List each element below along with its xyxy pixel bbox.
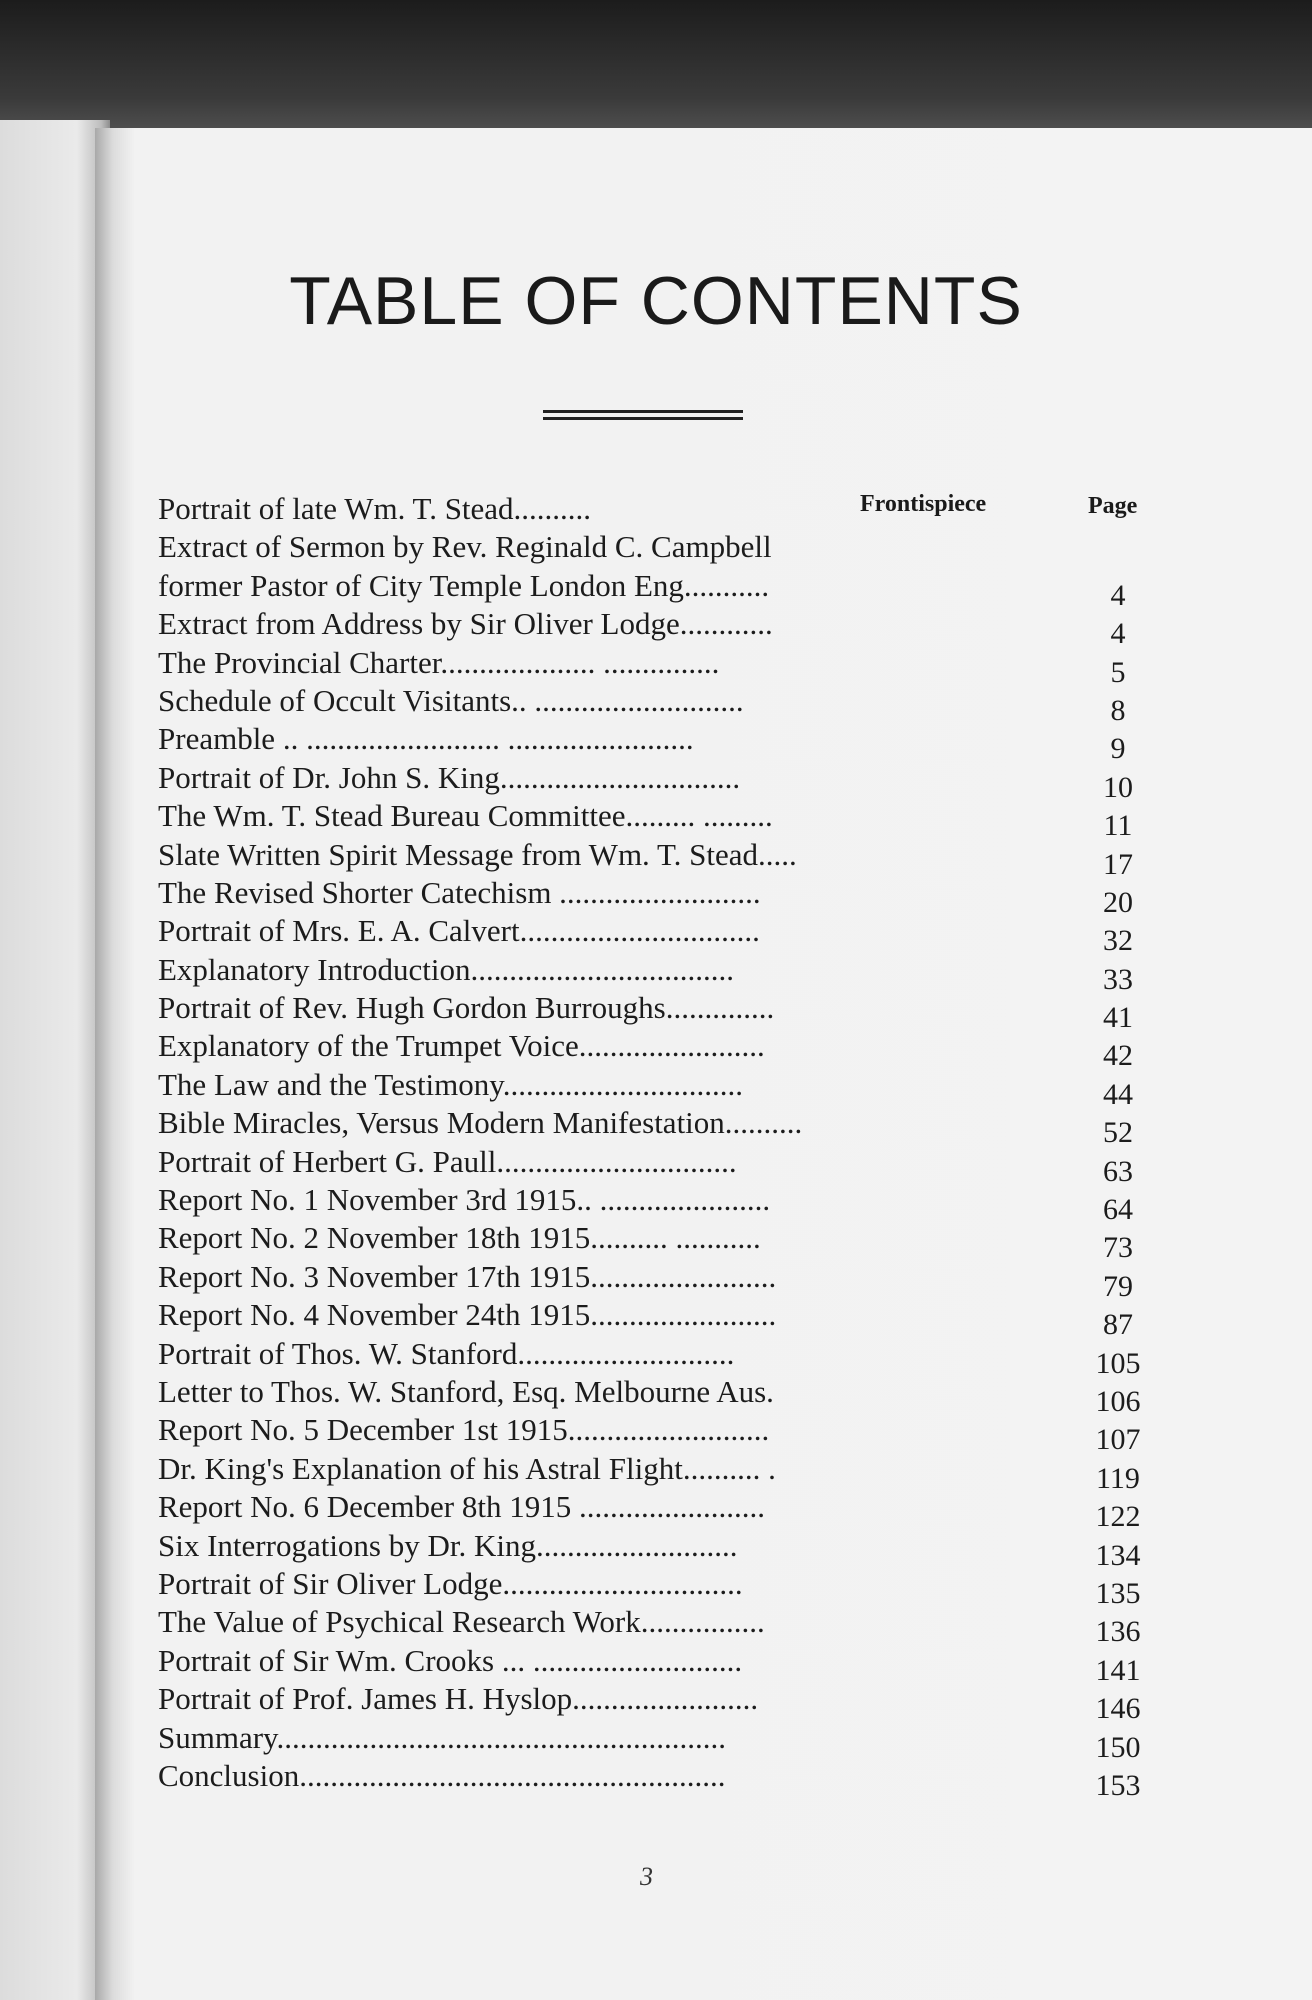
entry-page-number: 63 bbox=[1103, 1154, 1133, 1188]
entry-title: Preamble .. ......................... ........................ bbox=[158, 721, 694, 757]
entry-page-number: 5 bbox=[1110, 655, 1126, 689]
entry-page-number: 4 bbox=[1110, 617, 1126, 651]
entry-title: Portrait of Sir Oliver Lodge............................... bbox=[158, 1565, 743, 1601]
entry-title: former Pastor of City Temple London Eng........... bbox=[158, 567, 770, 603]
entry-page-number: 141 bbox=[1095, 1653, 1141, 1687]
entry-title: Extract of Sermon by Rev. Reginald C. Campbell bbox=[158, 529, 772, 565]
entry-page-number: 9 bbox=[1110, 732, 1126, 766]
entry-page-number: 136 bbox=[1095, 1615, 1141, 1649]
contents-entry bbox=[158, 682, 1158, 727]
contents-entry bbox=[158, 1488, 1158, 1534]
entry-page-number: 122 bbox=[1095, 1500, 1141, 1534]
page-number: 3 bbox=[640, 1862, 653, 1891]
entry-title: Explanatory of the Trumpet Voice........................ bbox=[158, 1028, 765, 1064]
contents-entry bbox=[158, 1680, 1158, 1726]
contents-entry bbox=[158, 1450, 1158, 1495]
entry-title: Schedule of Occult Visitants.. ........................... bbox=[158, 682, 744, 718]
contents-entry bbox=[158, 759, 1158, 804]
entry-title: Explanatory Introduction.................................. bbox=[158, 951, 734, 987]
entry-page-number: 41 bbox=[1103, 1001, 1133, 1035]
facing-page-edge bbox=[0, 120, 110, 2000]
entry-title: Six Interrogations by Dr. King.......................... bbox=[158, 1527, 738, 1563]
contents-entry bbox=[158, 1258, 1158, 1303]
contents-entry bbox=[158, 1757, 1158, 1802]
entry-title: Extract from Address by Sir Oliver Lodge............ bbox=[158, 606, 773, 642]
entry-page-number: 153 bbox=[1095, 1768, 1141, 1802]
contents-entry bbox=[158, 528, 1158, 566]
entry-title: Conclusion....................................................... bbox=[158, 1757, 726, 1793]
entry-title: Portrait of Sir Wm. Crooks ... ........................... bbox=[158, 1642, 743, 1678]
entry-page-number: 42 bbox=[1103, 1039, 1133, 1073]
contents-list bbox=[158, 490, 1158, 1802]
entry-title: Report No. 1 November 3rd 1915.. ...................... bbox=[158, 1182, 771, 1218]
entry-page-number: 106 bbox=[1095, 1384, 1141, 1418]
entry-title: Letter to Thos. W. Stanford, Esq. Melbourne Aus. bbox=[158, 1373, 774, 1409]
entry-title: Portrait of Thos. W. Stanford............................ bbox=[158, 1335, 735, 1371]
entry-page-number: 134 bbox=[1095, 1538, 1141, 1572]
entry-page-number: 64 bbox=[1103, 1193, 1133, 1227]
entry-page-number: 105 bbox=[1095, 1346, 1141, 1380]
entry-page-number: 79 bbox=[1103, 1269, 1133, 1303]
entry-page-number: 146 bbox=[1095, 1692, 1141, 1726]
entry-title: Slate Written Spirit Message from Wm. T. Stead..... bbox=[158, 836, 797, 872]
contents-entry bbox=[158, 951, 1158, 996]
entry-title: The Revised Shorter Catechism .......................... bbox=[158, 874, 761, 910]
contents-entry bbox=[158, 644, 1158, 689]
entry-title: The Law and the Testimony............................... bbox=[158, 1066, 744, 1102]
entry-page-number: 44 bbox=[1103, 1077, 1133, 1111]
entry-title: Summary.......................................................... bbox=[158, 1719, 727, 1755]
contents-entry bbox=[158, 490, 1158, 528]
page-column-header: Page bbox=[1088, 493, 1138, 519]
contents-entry bbox=[158, 1143, 1158, 1188]
contents-entry bbox=[158, 1219, 1158, 1265]
entry-title: Portrait of Prof. James H. Hyslop........................ bbox=[158, 1681, 759, 1717]
entry-title: Report No. 5 December 1st 1915.......................... bbox=[158, 1412, 770, 1448]
contents-entry bbox=[158, 1181, 1158, 1227]
entry-page-number: 87 bbox=[1103, 1308, 1133, 1342]
entry-title: Report No. 3 November 17th 1915........................ bbox=[158, 1258, 777, 1294]
contents-entry bbox=[158, 605, 1158, 651]
entry-page-number: 17 bbox=[1103, 847, 1133, 881]
contents-entry bbox=[158, 989, 1158, 1035]
entry-title: Report No. 2 November 18th 1915.......... ........... bbox=[158, 1220, 761, 1256]
entry-title: Bible Miracles, Versus Modern Manifestation.......... bbox=[158, 1105, 803, 1141]
entry-page-number: 73 bbox=[1103, 1231, 1133, 1265]
contents-entry bbox=[158, 1296, 1158, 1342]
contents-entry bbox=[158, 1027, 1158, 1073]
entry-page-number: 52 bbox=[1103, 1116, 1133, 1150]
contents-entry bbox=[158, 797, 1158, 843]
contents-entry bbox=[158, 1335, 1158, 1380]
contents-entry bbox=[158, 874, 1158, 919]
entry-page-number: 107 bbox=[1095, 1423, 1141, 1457]
entry-page-number: 119 bbox=[1096, 1461, 1140, 1495]
entry-page-number: 150 bbox=[1095, 1730, 1141, 1764]
entry-title: Portrait of Dr. John S. King............................... bbox=[158, 759, 741, 795]
contents-entry bbox=[158, 720, 1158, 766]
title-divider bbox=[543, 410, 743, 428]
contents-entry bbox=[158, 1565, 1158, 1610]
frontispiece-label: Frontispiece bbox=[860, 491, 987, 517]
contents-entry bbox=[158, 1527, 1158, 1572]
entry-title: Report No. 4 November 24th 1915........................ bbox=[158, 1297, 777, 1333]
entry-page-number: 10 bbox=[1103, 770, 1133, 804]
entry-title: Portrait of late Wm. T. Stead.......... bbox=[158, 491, 592, 526]
entry-title: Dr. King's Explanation of his Astral Flight.......... . bbox=[158, 1450, 776, 1486]
scan-background-top bbox=[0, 0, 1312, 140]
contents-entry bbox=[158, 567, 1158, 612]
entry-page-number: 11 bbox=[1103, 809, 1133, 843]
contents-entry bbox=[158, 1719, 1158, 1764]
entry-title: Portrait of Mrs. E. A. Calvert............................... bbox=[158, 913, 760, 949]
contents-entry bbox=[158, 912, 1158, 958]
entry-title: The Provincial Charter.................... ............... bbox=[158, 644, 720, 680]
contents-entry bbox=[158, 836, 1158, 881]
entry-page-number: 20 bbox=[1103, 885, 1133, 919]
entry-page-number: 33 bbox=[1103, 962, 1133, 996]
contents-entry bbox=[158, 1411, 1158, 1457]
entry-page-number: 32 bbox=[1103, 924, 1133, 958]
contents-entry bbox=[158, 1066, 1158, 1111]
entry-page-number: 4 bbox=[1110, 578, 1126, 612]
entry-title: Portrait of Rev. Hugh Gordon Burroughs.............. bbox=[158, 990, 775, 1026]
contents-entry bbox=[158, 1104, 1158, 1150]
contents-entry bbox=[158, 1373, 1158, 1418]
entry-page-number: 8 bbox=[1110, 693, 1126, 727]
entry-title: The Wm. T. Stead Bureau Committee......... ......... bbox=[158, 798, 773, 834]
entry-title: The Value of Psychical Research Work................ bbox=[158, 1604, 765, 1640]
entry-title: Portrait of Herbert G. Paull............................... bbox=[158, 1143, 737, 1179]
contents-entry bbox=[158, 1603, 1158, 1649]
contents-entry bbox=[158, 1642, 1158, 1687]
entry-page-number: 135 bbox=[1095, 1576, 1141, 1610]
page-title: TABLE OF CONTENTS bbox=[289, 263, 1023, 339]
entry-title: Report No. 6 December 8th 1915 ........................ bbox=[158, 1489, 765, 1525]
